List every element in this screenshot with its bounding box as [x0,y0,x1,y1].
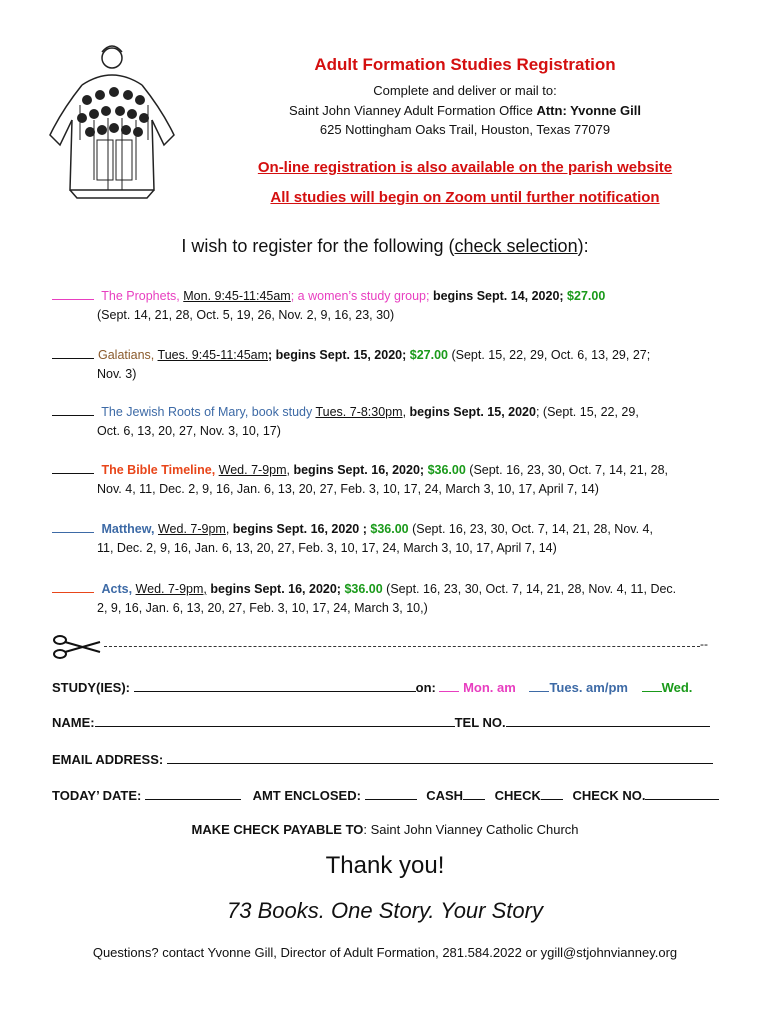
payable-value: : Saint John Vianney Catholic Church [363,822,579,837]
study-option-galatians[interactable] [52,346,732,384]
thank-you: Thank you! [325,852,445,879]
study-option-prophets[interactable] [52,287,732,325]
study-price: $36.00 [427,463,466,477]
tagline: 73 Books. One Story. Your Story [227,898,543,923]
study-dates: (Sept. 16, 23, 30, Oct. 7, 14, 21, 28, [469,463,669,477]
checkbox-blank[interactable] [52,403,94,416]
study-option-bible-timeline[interactable]: The Bible Timeline, Wed. 7-9pm, begins Sept. 16, 2020; $36.00 (Sept. 16, 23, 30, Oct. 7, 14, 21, 28, Nov. 4, 11, Dec. 2, 9, 16, Jan. 6, 13, 20, 27, Feb. 3, 10, 17, 24, March 3, 10, 17, April 7, 14) [52,461,732,499]
online-registration-link[interactable]: On-line registration is also available on the parish website [257,159,673,176]
check-selection-link: check selection [454,236,578,256]
check-number-label: CHECK NO. [572,788,646,803]
zoom-notice: All studies will begin on Zoom until further notification [270,189,660,206]
checkbox-blank[interactable] [52,580,94,593]
cut-line-tail: -- [700,637,708,651]
name-input[interactable] [95,713,455,727]
wed-blank[interactable] [642,678,662,692]
checkbox-blank[interactable] [52,520,94,533]
office-name: Saint John Vianney Adult Formation Office [289,103,533,118]
study-time: Wed. 7-9pm [218,463,287,477]
name-label: NAME: [52,715,95,730]
date-input[interactable] [145,786,241,800]
study-begins: ; begins Sept. 15, 2020; [268,348,407,362]
checkbox-blank[interactable] [52,287,94,300]
scissors-icon [52,634,102,660]
mon-blank[interactable] [439,678,459,692]
study-dates: (Sept. 15, 22, 29, Oct. 6, 13, 29, 27; [451,348,651,362]
study-begins: begins Sept. 16, 2020; [210,582,341,596]
study-name: Acts, [101,582,133,596]
study-name: The Bible Timeline, [101,463,216,477]
page-title: Adult Formation Studies Registration [314,55,616,74]
study-name: The Jewish Roots of Mary, book study [101,405,313,419]
tel-label: TEL NO. [454,715,506,730]
study-dates-cont: Nov. 3) [97,367,137,381]
study-dates: (Sept. 16, 23, 30, Oct. 7, 14, 21, 28, Nov. 4, [412,522,653,536]
mail-instruction: Complete and deliver or mail to: [373,83,557,98]
cash-blank[interactable] [463,786,485,800]
study-dates-cont: 2, 9, 16, Jan. 6, 13, 20, 27, Feb. 3, 10, 17, 24, March 3, 10,) [97,601,428,615]
payable-label: MAKE CHECK PAYABLE TO [191,822,364,837]
study-begins: begins Sept. 15, 2020 [409,405,536,419]
study-begins: begins Sept. 16, 2020 ; [232,522,367,536]
study-begins: begins Sept. 14, 2020; [432,289,564,303]
study-time: Mon. 9:45-11:45am [183,289,291,303]
cash-label: CASH [426,788,464,803]
attention-name: Attn: Yvonne Gill [536,103,641,118]
study-label: STUDY(IES): [52,680,130,695]
date-label: TODAY’ DATE: [52,788,142,803]
email-label: EMAIL ADDRESS: [52,752,164,767]
study-time: Tues. 7-8:30pm [315,405,403,419]
study-begins: begins Sept. 16, 2020; [293,463,425,477]
study-time: Wed. 7-9pm, [135,582,207,596]
payable-line [0,822,770,837]
study-input[interactable] [134,678,416,692]
instruction-suffix: ): [577,236,589,256]
study-time: Tues. 9:45-11:45am [157,348,269,362]
instruction-prefix: I wish to register for the following ( [181,236,455,256]
office-address-line [160,103,770,118]
option-mon: Mon. am [463,680,516,695]
checkbox-blank[interactable] [52,461,94,474]
study-name: Galatians, [98,348,155,362]
checkbox-blank[interactable] [52,346,94,359]
payment-row [52,786,722,803]
check-label: CHECK [494,788,541,803]
study-extra: ; a women’s study group; [290,289,430,303]
register-instruction [0,236,770,257]
study-dates: ; (Sept. 15, 22, 29, [535,405,639,419]
study-dates: (Sept. 14, 21, 28, Oct. 5, 19, 26, Nov. 2, 9, 16, 23, 30) [97,308,395,322]
study-selection-row [52,678,722,695]
email-input[interactable] [167,750,713,764]
name-row [52,713,722,730]
study-name: Matthew, [101,522,155,536]
tues-blank[interactable] [529,678,549,692]
email-row [52,750,722,767]
study-dates-cont: 11, Dec. 2, 9, 16, Jan. 6, 13, 20, 27, Feb. 3, 10, 17, 24, March 3, 10, 17, April 7, 14) [97,541,557,555]
study-price: $36.00 [370,522,409,536]
amount-label: AMT ENCLOSED: [252,788,361,803]
on-label: on: [415,680,436,695]
study-option-acts[interactable] [52,580,732,618]
study-dates: (Sept. 16, 23, 30, Oct. 7, 14, 21, 28, Nov. 4, 11, Dec. [386,582,677,596]
study-option-matthew[interactable]: Matthew, Wed. 7-9pm, begins Sept. 16, 2020 ; $36.00 (Sept. 16, 23, 30, Oct. 7, 14, 21, 28, Nov. 4, 11, Dec. 2, 9, 16, Jan. 6, 13, 20, 27, Feb. 3, 10, 17, 24, March 3, 10, 17, April 7, 14) [52,520,732,558]
study-price: $27.00 [567,289,606,303]
study-dates-cont: Oct. 6, 13, 20, 27, Nov. 3, 10, 17) [97,424,281,438]
study-time: Wed. 7-9pm [157,522,226,536]
check-blank[interactable] [541,786,563,800]
tel-input[interactable] [506,713,710,727]
option-wed: Wed. [661,680,693,695]
cut-line [104,646,700,647]
street-address: 625 Nottingham Oaks Trail, Houston, Texas 77079 [319,122,611,137]
amount-input[interactable] [365,786,417,800]
contact-line: Questions? contact Yvonne Gill, Director of Adult Formation, 281.584.2022 or ygill@stjohnvianney.org [92,945,678,960]
study-option-jewish-roots[interactable]: The Jewish Roots of Mary, book study Tues. 7-8:30pm, begins Sept. 15, 2020; (Sept. 15, 22, 29, Oct. 6, 13, 20, 27, Nov. 3, 10, 17) [52,403,732,441]
study-price: $27.00 [409,348,448,362]
study-name: The Prophets, [101,289,180,303]
study-dates-cont: Nov. 4, 11, Dec. 2, 9, 16, Jan. 6, 13, 20, 27, Feb. 3, 10, 17, 24, March 3, 10, 17, April 7, 14) [97,482,599,496]
study-price: $36.00 [344,582,383,596]
option-tues: Tues. am/pm [549,680,628,695]
check-number-input[interactable] [645,786,719,800]
